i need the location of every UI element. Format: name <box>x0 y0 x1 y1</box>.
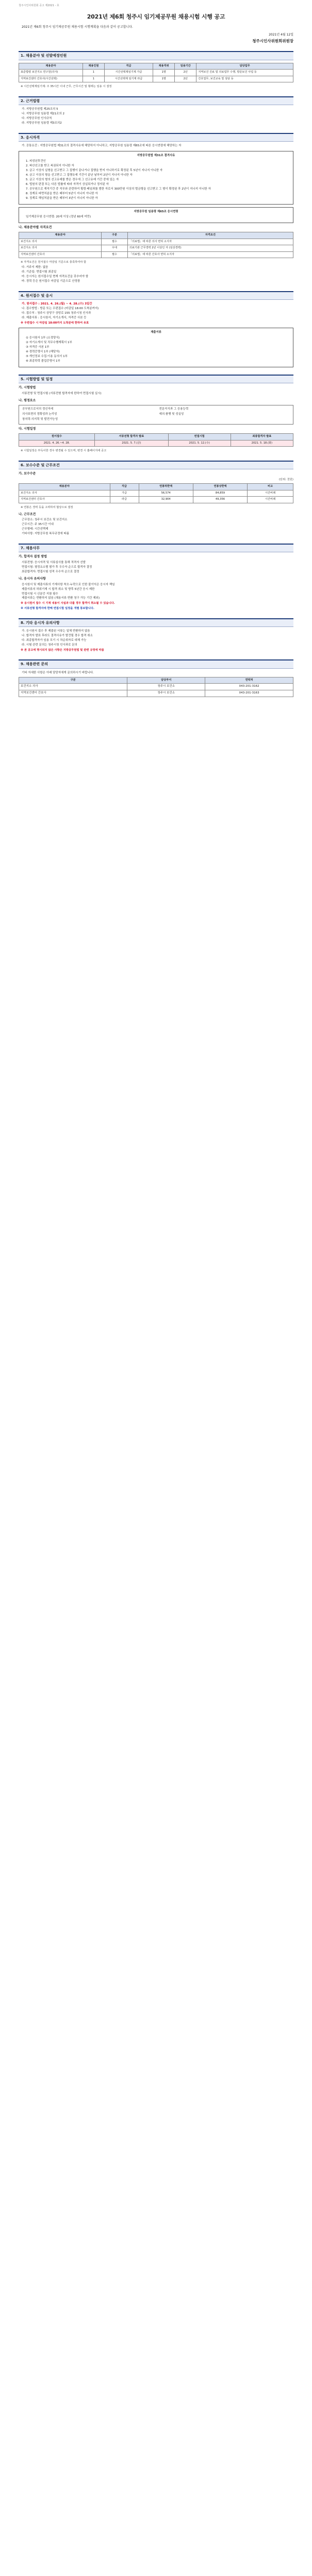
list-item: 바. 경력 등은 원서접수 마감일 기준으로 산정함 <box>22 279 80 283</box>
subheading: 가. 보수수준 <box>19 471 36 476</box>
subheading: 나. 응시자 유의사항 <box>19 577 46 581</box>
list-item: ② 자기소개서 및 직무수행계획서 1부 <box>26 341 72 345</box>
table-row <box>19 251 293 258</box>
col-header: 채용인원 <box>83 63 104 70</box>
list-item: 8. 징계로 파면처분을 받은 때부터 5년이 지나지 아니한 자 <box>26 192 98 195</box>
table-cell: 2021. 5. 18.(화) <box>231 440 293 447</box>
list-item: 마. 응시자는 원서접수일 현재 자격요건을 갖추어야 함 <box>22 275 89 278</box>
pay-table <box>19 483 293 503</box>
section-exam <box>19 375 293 453</box>
list-item: ③ 자격증 사본 1부 <box>26 346 50 349</box>
table-cell: 가급 <box>110 490 139 497</box>
table-note: ※ 자격요건은 원서접수 마감일 기준으로 충족하여야 함 <box>21 261 87 264</box>
section-hiring-process <box>19 544 293 611</box>
col-header: 채용직위 <box>153 63 175 70</box>
col-header: 연봉하한액 <box>139 484 193 490</box>
exam-method: 서류전형 및 면접시험 (서류전형 합격자에 한하여 면접시험 실시) <box>22 392 102 395</box>
notice-page <box>0 0 312 715</box>
table-cell: 간호업무, 보건교육 및 상담 등 <box>196 76 293 82</box>
subheading: 가. 시험방법 <box>19 386 36 390</box>
list-item: 기타사항: 지방공무원 복무규정에 따름 <box>22 532 70 536</box>
list-item: ⑤ 개인정보 수집·이용 동의서 1부 <box>26 355 68 359</box>
list-item: ① 응시원서 1부 (소정양식) <box>26 336 60 340</box>
list-item: 4. 금고 이상의 형을 선고받고 그 집행유예 기간이 끝난 날부터 2년이 지나지 아니한 자 <box>26 173 133 177</box>
table-cell: 청주시 보건소 <box>127 684 205 690</box>
col-header: 원서접수 <box>19 434 95 440</box>
section-eligibility <box>19 133 293 284</box>
subheading: 나. 근무조건 <box>19 512 36 516</box>
table-row <box>19 684 293 690</box>
col-header: 직급 <box>110 484 139 490</box>
list-item: 최종합격자: 면접시험 성적 우수자 순으로 결정 <box>22 570 79 573</box>
list-item: 제출서류의 허위기재 시 합격 취소 및 향후 5년간 응시 제한 <box>22 587 95 591</box>
requirements-table <box>19 232 293 258</box>
col-header: 연봉상한액 <box>193 484 247 490</box>
table-note: ※ 시험일정은 부득이한 경우 변경될 수 있으며, 변경 시 홈페이지에 공고 <box>21 449 107 453</box>
list-item: 제출서류는 반환하지 않음 (채용서류 반환 청구 가능 기간 제외) <box>22 597 100 600</box>
box-title: 지방공무원 임용령 제65조 응시연령 <box>134 210 178 213</box>
section-pay <box>19 461 293 536</box>
table-row <box>19 440 293 447</box>
notice-date: 2021년 4월 12일 <box>269 32 293 37</box>
table-cell: 56,574 <box>139 490 193 497</box>
subheading: 나. 평정요소 <box>19 398 36 402</box>
col-header: 최종합격자 발표 <box>231 434 293 440</box>
list-item: ⑥ 최종학력 졸업증명서 1부 <box>26 360 60 363</box>
criteria-item: 의사표현의 정확성과 논리성 <box>22 413 57 416</box>
list-item: 5. 금고 이상의 형의 선고유예를 받은 경우에 그 선고유예 기간 중에 있는 자 <box>26 178 119 181</box>
section-other-notes <box>19 618 293 653</box>
issuing-org: 청주시인사위원회위원장 <box>252 38 293 43</box>
age-box <box>19 207 293 224</box>
table-cell: 043-201-3162 <box>205 684 293 690</box>
table-cell: 표준법령 보건지소 연구원(의사) <box>19 70 83 76</box>
table-row <box>19 497 293 503</box>
list-item: 라. 제출서류 : 응시원서, 자기소개서, 자격증 사본 등 <box>22 316 87 319</box>
table-cell: 청주시 보건소 <box>127 690 205 697</box>
col-header: 구분 <box>102 232 128 239</box>
table-row <box>19 70 293 76</box>
col-header: 연락처 <box>205 677 293 684</box>
col-header: 채용분야 <box>19 63 83 70</box>
table-cell: 보건지소 의사 <box>19 684 127 690</box>
contact-intro: 기타 자세한 사항은 아래 담당자에게 문의하시기 바랍니다. <box>22 671 94 674</box>
subheading: 나. 채용분야별 자격요건 <box>19 226 52 230</box>
table-cell: 시간선택제임기제 가급 <box>104 70 153 76</box>
list-item: 면접시험 시 신분증 지참 필수 <box>22 592 58 596</box>
section-heading: 6. 보수수준 및 근무조건 <box>19 461 293 469</box>
section-heading: 4. 원서접수 및 응시 <box>19 291 293 300</box>
list-item: 7. 공무원으로 재직기간 중 직무와 관련하여 횡령·배임죄를 범한 자로서 300만원 이상의 벌금형을 선고받고 그 형이 확정된 후 2년이 지나지 아니한 자 <box>26 187 211 191</box>
table-row <box>19 245 293 252</box>
table-note: ※ 시간선택제임기제: 주 35시간 이내 근무, 근무시간 및 형태는 임용 시 결정 <box>21 85 112 89</box>
table-cell: 1 <box>83 76 104 82</box>
table-cell: 49,356 <box>193 497 247 503</box>
disqualification-box <box>19 151 293 205</box>
table-cell: 라급 <box>110 497 139 503</box>
list-item: 나. 지방공무원 임용령 제21조의 2 <box>22 112 64 115</box>
table-cell: 1명 <box>153 70 175 76</box>
col-header: 채용분야 <box>19 232 102 239</box>
table-cell: 지역보건센터 간호사(시간선택) <box>19 76 83 82</box>
table-cell: 지역보건센터 간호사 <box>19 497 110 503</box>
recruitment-table <box>19 63 293 83</box>
table-cell: 보건지소 의사 <box>19 490 110 497</box>
section-application <box>19 291 293 367</box>
table-cell: 필수 <box>102 239 128 245</box>
unit-label: (단위: 천원) <box>278 478 293 481</box>
table-cell: 043-201-3163 <box>205 690 293 697</box>
list-item: ④ 경력증명서 1부 (해당자) <box>26 350 60 354</box>
section-heading: 5. 시험방법 및 일정 <box>19 375 293 383</box>
list-item: 1. 피성년후견인 <box>26 159 46 163</box>
list-item: 가. 지방공무원법 제25조의 5 <box>22 107 58 111</box>
table-row <box>19 690 293 697</box>
section-heading: 1. 채용분야 및 선발예정인원 <box>19 51 293 60</box>
col-header: 비고 <box>248 484 293 490</box>
page-title: 2021년 제6회 청주시 임기제공무원 채용시험 시행 공고 <box>87 13 225 21</box>
table-cell: 지역보건 진료 및 의료업무 수행, 방문보건 사업 등 <box>196 70 293 76</box>
documents-box <box>19 328 293 367</box>
col-header: 담당부서 <box>127 677 205 684</box>
contact-table <box>19 677 293 697</box>
list-item: 서류전형: 응시자격 및 서류심사를 통해 적격자 선발 <box>22 561 86 564</box>
notice-number: 청주시인사위원회 공고 제2021 - 호 <box>19 4 59 7</box>
list-item: 근무시간: 주 35시간 이내 <box>22 523 54 527</box>
col-header: 서류전형 합격자 발표 <box>95 434 168 440</box>
list-item: 2. 파산선고를 받고 복권되지 아니한 자 <box>26 164 74 167</box>
list-item: 응시원서 및 제출서류의 기재사항 착오·누락으로 인한 불이익은 응시자 책임 <box>22 583 115 586</box>
table-cell: 2021. 5. 7.(금) <box>95 440 168 447</box>
list-item: 9. 징계로 해임처분을 받은 때부터 3년이 지나지 아니한 자 <box>26 196 98 200</box>
table-note: ※ 연봉은 경력 등을 고려하여 협상으로 결정 <box>21 505 73 509</box>
section-recruitment <box>19 51 293 89</box>
table-cell: 보건지소 의사 <box>19 239 102 245</box>
table-row <box>19 239 293 245</box>
emphasis-note: ※ 우편접수 시 마감일 18:00까지 도착분에 한하여 유효 <box>21 321 89 325</box>
table-cell: 1명 <box>153 76 175 82</box>
table-cell: 2021. 4. 26.~4. 28. <box>19 440 95 447</box>
criteria-box <box>19 405 293 425</box>
box-title: 지방공무원법 제31조 결격사유 <box>137 154 175 157</box>
list-item: 근무형태: 시간선택제 <box>22 528 48 531</box>
list-item: 6. 법원의 판결 또는 다른 법률에 따라 자격이 상실되거나 정지된 자 <box>26 182 109 186</box>
list-item: 다. 최종합격자가 임용 포기 시 차순위자로 대체 가능 <box>22 638 87 642</box>
section-heading: 9. 채용관련 문의 <box>19 659 293 668</box>
col-header: 구분 <box>19 677 127 684</box>
table-cell: 2년 <box>175 70 196 76</box>
col-header: 자격요건 <box>127 232 293 239</box>
criteria-item: 예의·품행 및 성실성 <box>159 413 184 416</box>
list-item: 나. 합격자 발표 후라도 결격사유가 발견될 경우 합격 취소 <box>22 634 93 637</box>
list-item: 라. 기준일: 면접시험 최종일 <box>22 270 57 274</box>
table-cell: 필수 <box>102 251 128 258</box>
criteria-item: 공무원으로서의 정신자세 <box>22 408 54 411</box>
list-item: 근무장소: 청주시 보건소 및 보건지소 <box>22 518 68 522</box>
table-cell: 지역보건센터 간호사 <box>19 251 102 258</box>
table-cell: 시간비례 <box>248 490 293 497</box>
list-item: 나. 접수방법 : 방문 또는 우편접수 (마감일 18:00 도착분까지) <box>22 307 99 310</box>
table-row <box>19 490 293 497</box>
table-cell: 2021. 5. 12.(수) <box>168 440 231 447</box>
subheading: 다. 시험일정 <box>19 427 36 431</box>
table-cell: 「의료법」에 따른 간호사 면허 소지자 <box>127 251 293 258</box>
table-cell: 시간비례 <box>248 497 293 503</box>
subheading: 가. 합격자 결정 방법 <box>19 555 47 559</box>
list-item: 다. 거주지 제한: 없음 <box>22 265 48 269</box>
section-legal-basis <box>19 96 293 126</box>
box-title: 제출서류 <box>151 331 161 334</box>
col-header: 직급 <box>104 63 153 70</box>
list-item: 다. 지방공무원 인사규칙 <box>22 116 52 120</box>
criteria-item: 창의력·의지력 및 발전가능성 <box>22 418 58 421</box>
table-cell: 32,904 <box>139 497 193 503</box>
col-header: 담당업무 <box>196 63 293 70</box>
table-cell: 1 <box>83 70 104 76</box>
table-cell: 2년 <box>175 76 196 82</box>
emphasis-note: ※ 서류전형 합격자에 한해 면접시험 일정을 개별 통보합니다. <box>21 607 94 611</box>
section-heading: 7. 채용사무 <box>19 544 293 552</box>
list-item: 라. 시험 관련 문의는 청주시청 인사과로 문의 <box>22 643 77 647</box>
table-cell: 84,859 <box>193 490 247 497</box>
list-item: 라. 지방공무원 임용령 제3조의2 <box>22 121 62 125</box>
box-text: 임기제공무원 응시연령: 20세 이상 (정년 60세 미만) <box>26 215 91 219</box>
list-item: 3. 금고 이상의 실형을 선고받고 그 집행이 끝나거나 집행을 받지 아니하기로 확정된 후 5년이 지나지 아니한 자 <box>26 168 163 172</box>
list-item: 가. 응시원서 접수 후 제출된 서류는 일체 반환하지 않음 <box>22 629 90 633</box>
table-cell: 시간선택제 임기제 라급 <box>104 76 153 82</box>
col-header: 면접시험 <box>168 434 231 440</box>
section-heading: 2. 근거법령 <box>19 96 293 105</box>
table-cell: 지역보건센터 간호사 <box>19 690 127 697</box>
col-header: 채용분야 <box>19 484 110 490</box>
schedule-table <box>19 433 293 447</box>
table-cell: 「의료법」에 따른 의사 면허 소지자 <box>127 239 293 245</box>
table-cell: 보건지소 의사 <box>19 245 102 252</box>
section-heading: 3. 응시자격 <box>19 133 293 142</box>
emphasis-note: ※ 응시원서 접수 시 기재 내용이 사실과 다를 경우 합격이 취소될 수 있습니다. <box>21 602 115 605</box>
table-cell: 의료기관 근무경력 2년 이상인 자 (임상경력) <box>127 245 293 252</box>
list-item: 다. 접수처 : 청주시 상당구 상당로 155 청주시청 인사과 <box>22 311 91 315</box>
list-item: 가. 원서접수 : 2021. 4. 26.(월) ~ 4. 28.(수) 3일간 <box>22 302 92 306</box>
eligibility-intro: 가. 공통요건 : 지방공무원법 제31조의 결격사유에 해당하지 아니하고, 지방공무원 임용령 제65조에 따른 응시연령에 해당하는 자 <box>22 144 182 147</box>
col-header: 임용기간 <box>175 63 196 70</box>
emphasis-note: ※ 본 공고에 명시되지 않은 사항은 지방공무원법 및 관련 규정에 따름 <box>21 648 104 652</box>
criteria-item: 전문지식과 그 응용능력 <box>159 408 189 411</box>
table-cell: 우대 <box>102 245 128 252</box>
section-heading: 8. 기타 응시자 유의사항 <box>19 618 293 627</box>
lead-text: 2021년 제6회 청주시 임기제공무원 채용시험 시행계획을 다음과 같이 공고합니다. <box>22 25 133 29</box>
section-contact <box>19 659 293 697</box>
table-row <box>19 76 293 82</box>
list-item: 면접시험: 평정요소별 평가 후 우수자 순으로 합격자 결정 <box>22 565 92 569</box>
